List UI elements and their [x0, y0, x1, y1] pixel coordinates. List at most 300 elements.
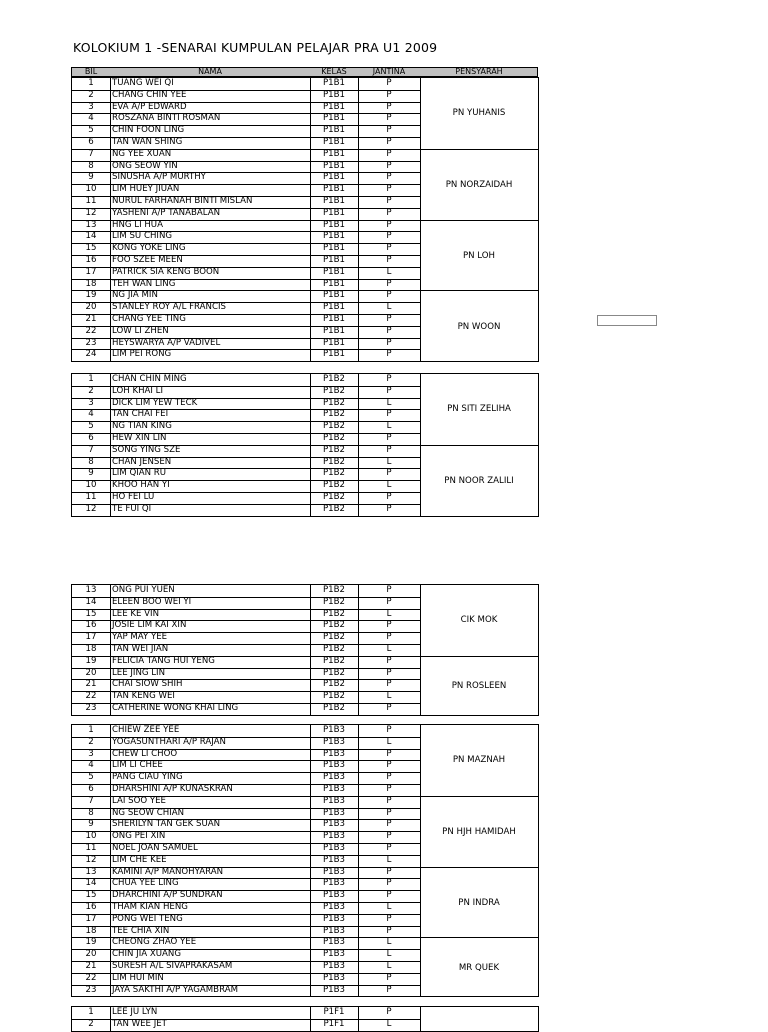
row-kelas: P1B1 — [322, 136, 345, 147]
row-bil: 21 — [85, 960, 97, 971]
row-divider — [72, 855, 420, 856]
row-divider — [72, 831, 420, 832]
row-jantina: P — [386, 195, 392, 206]
row-divider — [72, 961, 420, 962]
row-jantina: P — [386, 254, 392, 265]
row-nama: ONG PUI YUEN — [112, 585, 175, 595]
row-kelas: P1B3 — [322, 949, 345, 960]
row-jantina: P — [386, 972, 392, 983]
row-divider — [72, 172, 420, 173]
row-nama: SHERILYN TAN GEK SUAN — [112, 819, 221, 830]
row-kelas: P1B2 — [322, 679, 345, 690]
row-bil: 17 — [85, 913, 97, 924]
row-divider — [72, 772, 420, 773]
row-bil: 14 — [85, 878, 97, 889]
row-kelas: P1B3 — [322, 984, 345, 995]
row-jantina: P — [386, 148, 392, 159]
row-divider — [72, 760, 420, 761]
row-nama: LIM SU CHING — [112, 231, 173, 242]
row-nama: PATRICK SIA KENG BOON — [112, 266, 220, 277]
row-bil: 13 — [85, 585, 97, 595]
row-divider — [72, 149, 420, 150]
row-jantina: P — [386, 632, 392, 643]
row-divider — [72, 914, 420, 915]
row-jantina: P — [386, 772, 392, 783]
row-kelas: P1B2 — [322, 691, 345, 702]
row-bil: 19 — [85, 655, 97, 666]
row-bil: 13 — [85, 219, 97, 230]
row-nama: LEE JING LIN — [112, 667, 166, 678]
row-bil: 11 — [85, 842, 97, 853]
row-jantina: P — [386, 585, 392, 595]
row-divider — [72, 679, 420, 680]
row-divider — [72, 161, 420, 162]
row-bil: 17 — [85, 266, 97, 277]
row-kelas: P1B3 — [322, 783, 345, 794]
row-jantina: L — [386, 643, 392, 654]
row-divider — [72, 279, 420, 280]
row-kelas: P1B3 — [322, 866, 345, 877]
row-jantina: L — [386, 949, 392, 960]
pensyarah-cell: PN MAZNAH — [452, 755, 506, 766]
row-bil: 11 — [85, 195, 97, 206]
row-jantina: P — [386, 243, 392, 254]
empty-cell-box — [597, 315, 657, 326]
row-divider — [72, 398, 420, 399]
row-nama: LOW LI ZHEN — [112, 325, 169, 336]
row-kelas: P1B2 — [322, 456, 345, 467]
row-bil: 21 — [85, 313, 97, 324]
row-bil: 12 — [85, 503, 97, 514]
row-bil: 13 — [85, 866, 97, 877]
row-kelas: P1B3 — [322, 890, 345, 901]
row-nama: HNG LI HUA — [112, 219, 163, 230]
row-nama: LAI SOO YEE — [112, 795, 166, 806]
row-bil: 1 — [88, 374, 94, 384]
row-kelas: P1B2 — [322, 385, 345, 396]
row-bil: 14 — [85, 596, 97, 607]
document-title: KOLOKIUM 1 -SENARAI KUMPULAN PELAJAR PRA U1 2009 — [73, 40, 438, 55]
row-jantina: P — [386, 125, 392, 136]
row-nama: FELICIA TANG HUI YENG — [112, 655, 215, 666]
row-nama: ONG SEOW YIN — [112, 160, 178, 171]
row-kelas: P1B2 — [322, 468, 345, 479]
row-nama: LIM HUI MIN — [112, 972, 164, 983]
row-kelas: P1B1 — [322, 219, 345, 230]
row-nama: KAMINI A/P MANOHYARAN — [112, 866, 224, 877]
row-nama: LIM HUEY JIUAN — [112, 184, 180, 195]
row-kelas: P1B1 — [322, 278, 345, 289]
row-divider — [72, 349, 420, 350]
row-jantina: P — [386, 807, 392, 818]
row-bil: 22 — [85, 691, 97, 702]
row-divider — [72, 878, 420, 879]
student-table-block — [71, 1006, 539, 1032]
row-divider — [72, 796, 420, 797]
row-jantina: P — [386, 337, 392, 348]
row-jantina: P — [386, 409, 392, 420]
row-bil: 2 — [88, 89, 94, 100]
row-kelas: P1B3 — [322, 831, 345, 842]
row-bil: 1 — [88, 1007, 94, 1017]
row-jantina: P — [386, 596, 392, 607]
row-divider — [72, 784, 420, 785]
row-nama: DICK LIM YEW TECK — [112, 397, 198, 408]
row-divider — [72, 90, 420, 91]
row-nama: CHANG CHIN YEE — [112, 89, 187, 100]
row-bil: 23 — [85, 337, 97, 348]
row-jantina: P — [386, 702, 392, 713]
row-bil: 18 — [85, 278, 97, 289]
row-bil: 23 — [85, 702, 97, 713]
row-kelas: P1F1 — [323, 1007, 345, 1017]
row-kelas: P1B2 — [322, 655, 345, 666]
row-bil: 18 — [85, 643, 97, 654]
row-divider — [72, 843, 420, 844]
row-kelas: P1B3 — [322, 925, 345, 936]
row-jantina: L — [386, 456, 392, 467]
row-divider — [72, 468, 420, 469]
header-kelas: KELAS — [321, 67, 347, 76]
row-divider — [72, 326, 420, 327]
row-nama: CHIN JIA XUANG — [112, 949, 181, 960]
row-nama: PONG WEI TENG — [112, 913, 183, 924]
row-jantina: L — [386, 397, 392, 408]
row-kelas: P1B3 — [322, 748, 345, 759]
row-jantina: P — [386, 795, 392, 806]
row-jantina: P — [386, 913, 392, 924]
row-nama: TAN WEE JET — [112, 1018, 167, 1029]
row-jantina: P — [386, 819, 392, 830]
row-kelas: P1B3 — [322, 760, 345, 771]
row-nama: NOEL JOAN SAMUEL — [112, 842, 198, 853]
row-nama: TAN WEI JIAN — [112, 643, 169, 654]
row-nama: DHARCHINI A/P SUNDRAN — [112, 890, 223, 901]
row-kelas: P1B3 — [322, 842, 345, 853]
row-nama: LEE JU LYN — [112, 1007, 158, 1017]
pensyarah-cell — [420, 1007, 538, 1031]
row-bil: 17 — [85, 632, 97, 643]
row-bil: 6 — [88, 783, 94, 794]
row-nama: CATHERINE WONG KHAI LING — [112, 702, 239, 713]
row-kelas: P1B3 — [322, 854, 345, 865]
row-jantina: P — [386, 842, 392, 853]
row-jantina: P — [386, 890, 392, 901]
row-kelas: P1B2 — [322, 421, 345, 432]
row-nama: LIM CHE KEE — [112, 854, 167, 865]
row-kelas: P1B3 — [322, 795, 345, 806]
row-bil: 8 — [88, 456, 94, 467]
row-nama: THAM KIAN HENG — [112, 901, 188, 912]
row-kelas: P1B2 — [322, 702, 345, 713]
row-divider — [72, 243, 420, 244]
row-jantina: L — [386, 421, 392, 432]
row-bil: 4 — [88, 760, 94, 771]
row-kelas: P1B3 — [322, 725, 345, 735]
row-jantina: P — [386, 444, 392, 455]
row-jantina: P — [386, 878, 392, 889]
row-kelas: P1B1 — [322, 184, 345, 195]
row-nama: LIM LI CHEE — [112, 760, 163, 771]
row-nama: CHAN JENSEN — [112, 456, 172, 467]
row-jantina: P — [386, 468, 392, 479]
row-nama: CHANG YEE TING — [112, 313, 186, 324]
row-nama: CHAN CHIN MING — [112, 374, 187, 384]
row-bil: 8 — [88, 807, 94, 818]
row-nama: YOGASUNTHARI A/P RAJAN — [112, 736, 226, 747]
row-divider — [72, 890, 420, 891]
row-kelas: P1B2 — [322, 397, 345, 408]
row-divider — [72, 220, 420, 221]
row-bil: 6 — [88, 136, 94, 147]
row-kelas: P1B3 — [322, 972, 345, 983]
row-nama: LOH KHAI LI — [112, 385, 164, 396]
row-nama: STANLEY ROY A/L FRANCIS — [112, 302, 226, 313]
row-kelas: P1B2 — [322, 608, 345, 619]
row-kelas: P1B1 — [322, 231, 345, 242]
row-divider — [72, 937, 420, 938]
row-divider — [72, 338, 420, 339]
row-jantina: P — [386, 667, 392, 678]
row-jantina: P — [386, 172, 392, 183]
row-divider — [72, 480, 420, 481]
row-nama: HEW XIN LIN — [112, 432, 167, 443]
row-divider — [72, 867, 420, 868]
row-kelas: P1B2 — [322, 374, 345, 384]
row-bil: 7 — [88, 148, 94, 159]
row-bil: 15 — [85, 243, 97, 254]
row-bil: 12 — [85, 207, 97, 218]
student-table-block — [71, 373, 539, 517]
row-bil: 7 — [88, 444, 94, 455]
row-divider — [72, 973, 420, 974]
row-kelas: P1B1 — [322, 302, 345, 313]
row-nama: CHUA YEE LING — [112, 878, 179, 889]
row-bil: 16 — [85, 901, 97, 912]
pensyarah-cell: CIK MOK — [460, 615, 498, 626]
row-nama: HEYSWARYA A/P VADIVEL — [112, 337, 221, 348]
row-jantina: L — [386, 937, 392, 948]
row-jantina: L — [386, 736, 392, 747]
row-divider — [72, 668, 420, 669]
row-nama: HO FEI LU — [112, 491, 155, 502]
row-nama: TE FUI QI — [112, 503, 152, 514]
row-nama: CHIEW ZEE YEE — [112, 725, 180, 735]
row-kelas: P1B1 — [322, 325, 345, 336]
row-bil: 9 — [88, 172, 94, 183]
row-divider — [72, 457, 420, 458]
row-divider — [72, 102, 420, 103]
pensyarah-cell: PN LOH — [420, 220, 538, 292]
row-kelas: P1B2 — [322, 432, 345, 443]
row-jantina: P — [386, 984, 392, 995]
row-kelas: P1F1 — [323, 1018, 345, 1029]
row-bil: 6 — [88, 432, 94, 443]
row-bil: 16 — [85, 620, 97, 631]
row-bil: 10 — [85, 831, 97, 842]
row-jantina: P — [386, 313, 392, 324]
row-kelas: P1B2 — [322, 620, 345, 631]
row-divider — [72, 231, 420, 232]
row-jantina: P — [386, 831, 392, 842]
row-jantina: P — [386, 349, 392, 360]
row-divider — [72, 819, 420, 820]
row-bil: 18 — [85, 925, 97, 936]
row-jantina: P — [386, 620, 392, 631]
row-bil: 2 — [88, 1018, 94, 1029]
row-jantina: P — [386, 160, 392, 171]
row-nama: DHARSHINI A/P KUNASKRAN — [112, 783, 233, 794]
row-jantina: P — [386, 325, 392, 336]
row-divider — [72, 632, 420, 633]
row-jantina: L — [386, 960, 392, 971]
row-nama: LIM QIAN RU — [112, 468, 167, 479]
row-jantina: P — [386, 866, 392, 877]
row-jantina: L — [386, 266, 392, 277]
row-jantina: P — [386, 374, 392, 384]
row-divider — [72, 656, 420, 657]
row-kelas: P1B1 — [322, 349, 345, 360]
row-divider — [72, 504, 420, 505]
row-divider — [72, 949, 420, 950]
row-jantina: L — [386, 691, 392, 702]
row-jantina: P — [386, 679, 392, 690]
row-kelas: P1B3 — [322, 736, 345, 747]
pensyarah-cell: PN YUHANIS — [452, 108, 506, 119]
row-nama: CHIN FOON LING — [112, 125, 185, 136]
header-nama: NAMA — [198, 67, 222, 76]
row-divider — [72, 386, 420, 387]
row-nama: NG JIA MIN — [112, 290, 158, 301]
row-jantina: P — [386, 89, 392, 100]
row-kelas: P1B1 — [322, 290, 345, 301]
row-kelas: P1B1 — [322, 207, 345, 218]
pensyarah-cell: PN NOOR ZALILI — [420, 445, 538, 517]
row-divider — [72, 433, 420, 434]
row-kelas: P1B2 — [322, 409, 345, 420]
pensyarah-cell: PN SITI ZELIHA — [447, 404, 511, 415]
row-nama: TAN KENG WEI — [112, 691, 175, 702]
row-kelas: P1B3 — [322, 960, 345, 971]
row-jantina: P — [386, 1007, 392, 1017]
row-bil: 4 — [88, 409, 94, 420]
row-nama: YAP MAY YEE — [112, 632, 168, 643]
row-kelas: P1B1 — [322, 172, 345, 183]
row-bil: 19 — [85, 290, 97, 301]
row-divider — [72, 703, 420, 704]
row-bil: 12 — [85, 854, 97, 865]
row-divider — [72, 597, 420, 598]
row-kelas: P1B3 — [322, 807, 345, 818]
row-nama: CHEONG ZHAO YEE — [112, 937, 197, 948]
row-divider — [72, 196, 420, 197]
row-divider — [72, 492, 420, 493]
row-nama: NG TIAN KING — [112, 421, 172, 432]
row-bil: 23 — [85, 984, 97, 995]
row-bil: 10 — [85, 480, 97, 491]
row-divider — [72, 808, 420, 809]
row-jantina: P — [386, 748, 392, 759]
header-pensyarah: PENSYARAH — [455, 67, 503, 76]
row-kelas: P1B2 — [322, 585, 345, 595]
row-jantina: P — [386, 184, 392, 195]
row-bil: 24 — [85, 349, 97, 360]
row-nama: TAN CHAI FEI — [112, 409, 169, 420]
row-bil: 5 — [88, 125, 94, 136]
row-divider — [72, 409, 420, 410]
row-jantina: P — [386, 219, 392, 230]
row-jantina: L — [386, 901, 392, 912]
row-kelas: P1B2 — [322, 480, 345, 491]
row-divider — [72, 737, 420, 738]
row-bil: 2 — [88, 385, 94, 396]
row-bil: 15 — [85, 608, 97, 619]
row-jantina: P — [386, 432, 392, 443]
row-nama: NG SEOW CHIAN — [112, 807, 185, 818]
row-divider — [72, 208, 420, 209]
row-kelas: P1B2 — [322, 667, 345, 678]
row-divider — [72, 926, 420, 927]
row-jantina: P — [386, 136, 392, 147]
row-bil: 3 — [88, 101, 94, 112]
row-bil: 7 — [88, 795, 94, 806]
row-jantina: P — [386, 101, 392, 112]
row-nama: LIM PEI RONG — [112, 349, 172, 360]
pensyarah-cell: PN INDRA — [420, 867, 538, 939]
row-divider — [72, 445, 420, 446]
row-jantina: L — [386, 854, 392, 865]
row-bil: 14 — [85, 231, 97, 242]
row-nama: SURESH A/L SIVAPRAKASAM — [112, 960, 233, 971]
row-kelas: P1B1 — [322, 337, 345, 348]
row-jantina: P — [386, 503, 392, 514]
row-jantina: P — [386, 385, 392, 396]
row-jantina: P — [386, 783, 392, 794]
table-header — [71, 67, 538, 77]
header-jantina: JANTINA — [372, 67, 406, 76]
header-bil: BIL — [84, 67, 98, 76]
row-divider — [72, 609, 420, 610]
row-kelas: P1B1 — [322, 266, 345, 277]
row-kelas: P1B1 — [322, 160, 345, 171]
row-kelas: P1B2 — [322, 491, 345, 502]
row-nama: JAYA SAKTHI A/P YAGAMBRAM — [112, 984, 238, 995]
pensyarah-cell: PN ROSLEEN — [420, 656, 538, 716]
row-divider — [72, 620, 420, 621]
pensyarah-cell: PN WOON — [420, 290, 538, 362]
row-nama: KHOO HAN YI — [112, 480, 170, 491]
row-bil: 20 — [85, 949, 97, 960]
row-nama: ROSZANA BINTI ROSMAN — [112, 113, 221, 124]
row-kelas: P1B1 — [322, 243, 345, 254]
row-divider — [72, 691, 420, 692]
row-bil: 9 — [88, 468, 94, 479]
row-bil: 8 — [88, 160, 94, 171]
row-kelas: P1B1 — [322, 78, 345, 88]
row-divider — [72, 421, 420, 422]
row-kelas: P1B2 — [322, 643, 345, 654]
row-divider — [72, 137, 420, 138]
row-divider — [72, 644, 420, 645]
row-bil: 1 — [88, 725, 94, 735]
row-jantina: P — [386, 207, 392, 218]
row-nama: LEE KE VIN — [112, 608, 160, 619]
row-kelas: P1B1 — [322, 113, 345, 124]
row-bil: 19 — [85, 937, 97, 948]
row-kelas: P1B1 — [322, 125, 345, 136]
row-kelas: P1B1 — [322, 195, 345, 206]
row-kelas: P1B1 — [322, 313, 345, 324]
